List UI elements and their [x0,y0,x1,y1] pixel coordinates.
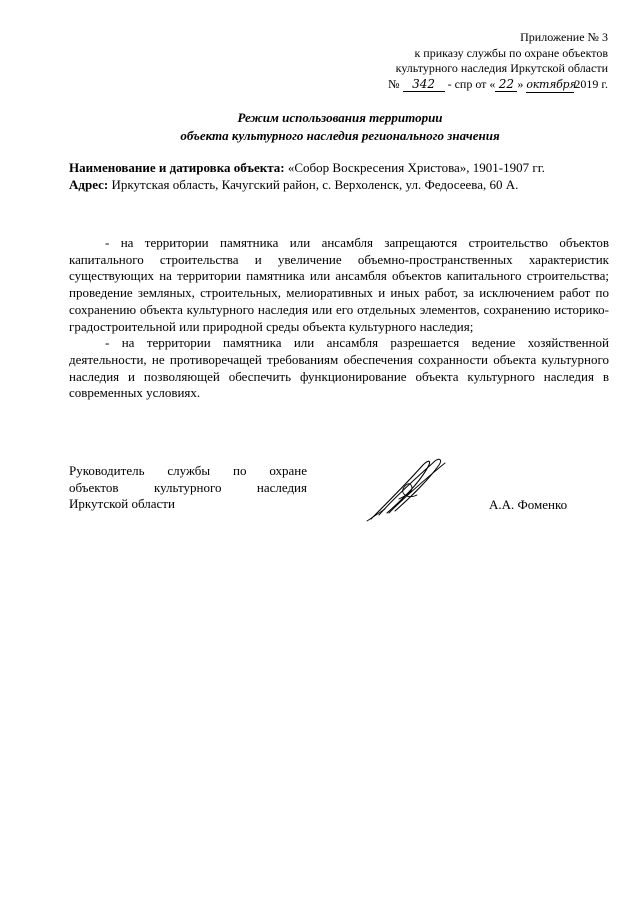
appendix-order-ref: к приказу службы по охране объектов [414,45,608,60]
appendix-header [348,30,608,93]
document-title [60,109,620,145]
position-line-2: объектов культурного наследия [69,479,307,495]
title-line-1: Режим использования территории [237,110,443,125]
position-line-1: Руководитель службы по охране [69,463,307,478]
usage-rules [69,235,609,402]
appendix-title: Приложение № 3 [520,30,608,44]
object-address-value: Иркутская область, Качугский район, с. Верхоленск, ул. Федосеева, 60 А. [111,176,519,192]
object-name-value: «Собор Воскресения Христова», 1901-1907 гг. [287,160,545,175]
rule-prohibitions: - на территории памятника или ансамбля запрещаются строительство объектов капитального строительства и увеличение объемно-пространственных характеристик существующих на территории памятника или ансамбля объектов капитального строительства; проведение земляных, строительных, мелиоративных и иных работ, за исключением работ по сохранению объекта культурного наследия или его отдельных элементов, сохранению историко-градостроительной или природной среды объекта культурного наследия; [69,235,609,334]
signatory-position [69,463,307,513]
object-name-paragraph [69,160,609,177]
signer-name: А.А. Фоменко [489,497,568,512]
rule-permissions: - на территории памятника или ансамбля разрешается ведение хозяйственной деятельности, не противоречащей требованиям обеспечения сохранности объекта культурного наследия и позволяющей обеспечить функционирование объекта культурного наследия в современных условиях. [69,335,609,401]
title-line-2: объекта культурного наследия регионального значения [180,128,500,143]
handwritten-order-month: октября [526,77,577,91]
position-line-3: Иркутской области [69,496,175,512]
handwritten-order-number: 342 [403,77,445,92]
appendix-authority: культурного наследия Иркутской области [395,61,608,75]
day-close-quote: » [517,76,524,91]
handwritten-signature [365,455,455,523]
object-address-label: Адрес: [69,176,109,192]
object-address-paragraph [69,177,609,194]
order-year: 2019 г. [574,76,608,91]
object-info [69,160,609,193]
number-sign: № [388,76,400,91]
order-suffix: - спр от « [447,76,496,91]
handwritten-order-day: 22 [495,77,517,92]
object-name-label: Наименование и датировка объекта: [69,160,285,175]
order-number-line [348,77,608,93]
